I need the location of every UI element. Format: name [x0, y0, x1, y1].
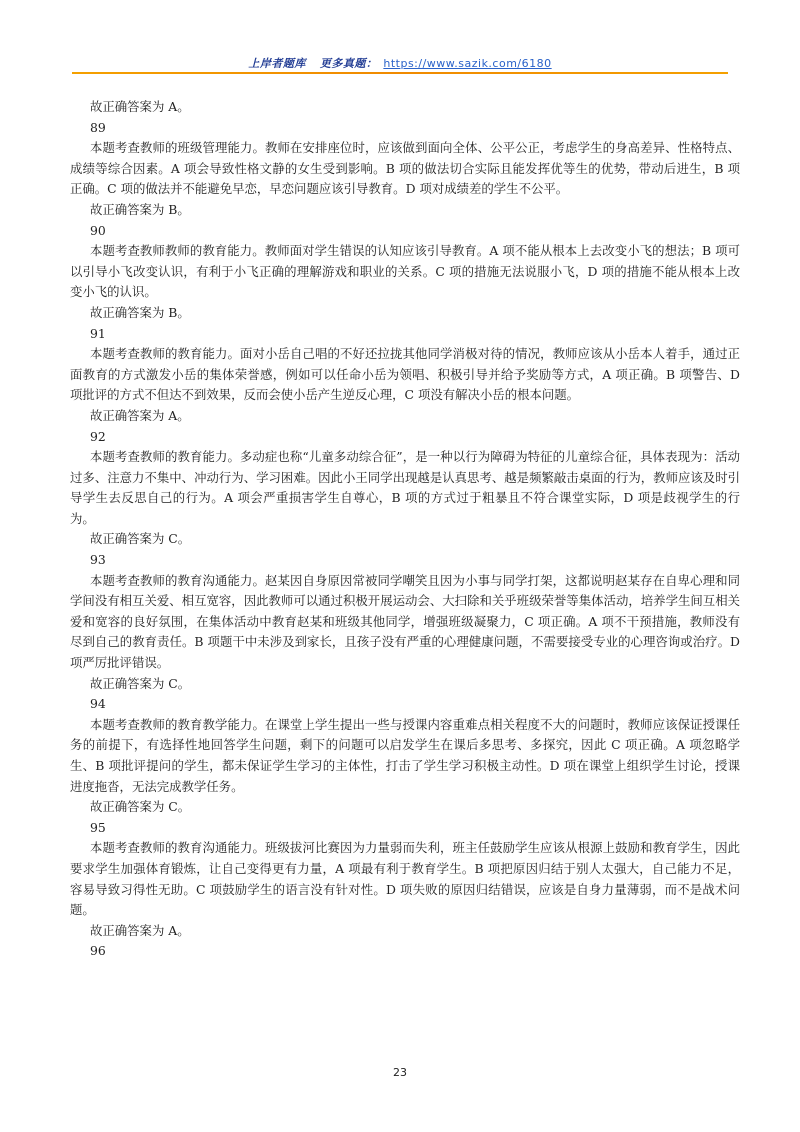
header-divider — [72, 72, 728, 74]
page-header — [0, 55, 800, 71]
explanation-paragraph: 本题考查教师的教育教学能力。在课堂上学生提出一些与授课内容重难点相关程度不大的问题时，教师应该保证授课任务的前提下，有选择性地回答学生问题，剩下的问题可以启发学生在课后多思考、多探究，因此 C 项正确。A 项忽略学生、B 项批评提问的学生，都未保证学生学习的主体性，打击了学生学习积极主动性。D 项在课堂上组织学生讨论，授课进度拖沓，无法完成教学任务。 — [70, 716, 740, 794]
explanation-paragraph: 本题考查教师的班级管理能力。教师在安排座位时，应该做到面向全体、公平公正，考虑学生的身高差异、性格特点、成绩等综合因素。A 项会导致性格文静的女生受到影响。B 项的做法切合实际且能发挥优等生的优势，带动后进生，B 项正确。C 项的做法并不能避免早恋，早恋问题应该引导教育。D 项对成绩差的学生不公平。 — [70, 140, 740, 197]
explanation-paragraph: 本题考查教师的教育沟通能力。赵某因自身原因常被同学嘲笑且因为小事与同学打架，这都说明赵某存在自卑心理和同学间没有相互关爱、相互宽容，因此教师可以通过积极开展运动会、大扫除和关乎班级荣誉等集体活动，培养学生间互相关爱和宽容的良好氛围，在集体活动中教育赵某和班级其他同学，增强班级凝聚力，C 项正确。A 项不干预措施，教师没有尽到自己的教育责任。B 项题干中未涉及到家长，且孩子没有严重的心理健康问题，不需要接受专业的心理咨询或治疗。D 项严厉批评错误。 — [70, 572, 740, 671]
question-number: 93 — [90, 552, 106, 568]
question-number: 96 — [90, 943, 106, 959]
header-link[interactable]: https://www.sazik.com/6180 — [383, 57, 552, 70]
document-body — [70, 97, 740, 962]
explanation-paragraph: 本题考查教师教师的教育能力。教师面对学生错误的认知应该引导教育。A 项不能从根本上去改变小飞的想法；B 项可以引导小飞改变认识，有利于小飞正确的理解游戏和职业的关系。C 项的措施无法说服小飞，D 项的措施不能从根本上改变小飞的认识。 — [70, 243, 740, 300]
answer-line: 故正确答案为 A。 — [90, 407, 190, 423]
answer-line: 故正确答案为 A。 — [90, 922, 190, 938]
question-number: 92 — [90, 428, 106, 444]
header-brand: 上岸者题库 — [248, 57, 306, 70]
answer-line: 故正确答案为 C。 — [90, 675, 191, 691]
question-number: 89 — [90, 119, 106, 135]
question-number: 91 — [90, 325, 106, 341]
answer-line: 故正确答案为 A。 — [90, 99, 190, 114]
explanation-paragraph: 本题考查教师的教育沟通能力。班级拔河比赛因为力量弱而失利，班主任鼓励学生应该从根源上鼓励和教育学生，因此要求学生加强体育锻炼，让自己变得更有力量，A 项最有利于教育学生。B 项把原因归结于别人太强大，自己能力不足，容易导致习得性无助。C 项鼓励学生的语言没有针对性。D 项失败的原因归结错误，应该是自身力量薄弱，而不是战术问题。 — [70, 840, 740, 918]
answer-line: 故正确答案为 C。 — [90, 531, 191, 547]
question-number: 94 — [90, 696, 106, 712]
answer-line: 故正确答案为 C。 — [90, 799, 191, 815]
explanation-paragraph: 本题考查教师的教育能力。多动症也称“儿童多动综合征”，是一种以行为障碍为特征的儿童综合征，具体表现为：活动过多、注意力不集中、冲动行为、学习困难。因此小王同学出现越是认真思考、越是频繁敲击桌面的行为，教师应该及时引导学生去反思自己的行为。A 项会严重损害学生自尊心，B 项的方式过于粗暴且不符合课堂实际，D 项是歧视学生的行为。 — [70, 449, 740, 526]
question-number: 90 — [90, 222, 106, 238]
answer-line: 故正确答案为 B。 — [90, 304, 190, 320]
answer-line: 故正确答案为 B。 — [90, 201, 190, 217]
explanation-paragraph: 本题考查教师的教育能力。面对小岳自己唱的不好还拉拢其他同学消极对待的情况，教师应该从小岳本人着手，通过正面教育的方式激发小岳的集体荣誉感，例如可以任命小岳为领唱、积极引导并给予奖励等方式，A 项正确。B 项警告、D 项批评的方式不但达不到效果，反而会使小岳产生逆反心理，C 项没有解决小岳的根本问题。 — [70, 346, 740, 403]
page-number: 23 — [393, 1066, 407, 1079]
header-label: 更多真题： — [319, 57, 378, 70]
question-number: 95 — [90, 819, 106, 835]
